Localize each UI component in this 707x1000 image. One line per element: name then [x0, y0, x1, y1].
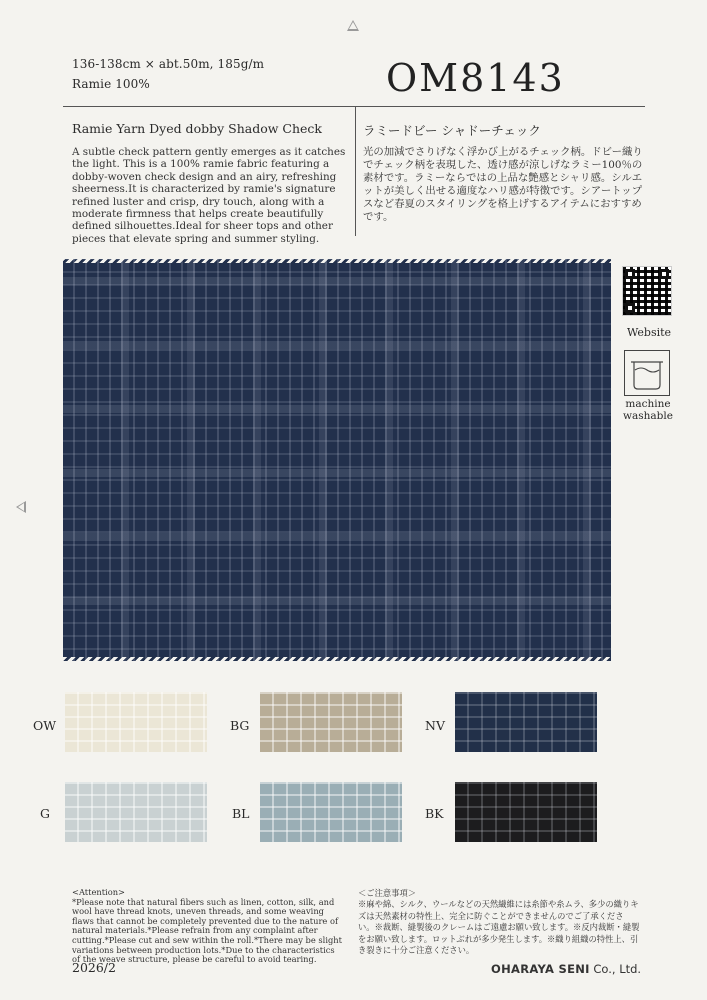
title-en: Ramie Yarn Dyed dobby Shadow Check	[72, 121, 322, 136]
column-divider	[355, 106, 356, 236]
swatch-pinked-edge-bottom	[63, 657, 611, 663]
top-registration-mark	[347, 20, 359, 31]
brand-name-suffix: Co., Ltd.	[589, 962, 642, 976]
qr-finder-icon	[625, 269, 635, 279]
color-swatch-ow	[65, 692, 207, 752]
color-code-label: BL	[232, 806, 250, 821]
color-code-label: NV	[425, 718, 445, 733]
attention-jp: ＜ご注意事項＞ ※麻や綿、シルク、ウールなどの天然繊維には糸節や糸ムラ、多少の織りキズは天然素材の特性上、完全に防ぐことができませんのでご了承ください。※裁断、縫製後のクレームはご遠慮お願い致します。※反内裁断・縫製をお願い致します。ロットぶれが多少発生します。※織り組織の特性上、引き裂きに十分ご注意ください。	[358, 888, 640, 956]
description-en: A subtle check pattern gently emerges as it catches the light. This is a 100% ramie fabric featuring a dobby-woven check design and an airy, refreshing sheerness.It is characterized by ramie's signature refined luster and crisp, dry touch, along with a moderate firmness that helps create beautifully defined silhouettes.Ideal for sheer tops and other pieces that elevate spring and summer styling.	[72, 146, 346, 245]
wash-label-line1: machine	[625, 398, 671, 410]
color-code-label: OW	[33, 718, 57, 733]
title-jp: ラミードビー シャドーチェック	[363, 123, 541, 138]
wash-label	[623, 398, 673, 422]
color-code-label: BG	[230, 718, 250, 733]
color-code-label: BK	[425, 806, 444, 821]
color-swatch-bk	[455, 782, 597, 842]
product-code: OM8143	[386, 56, 565, 100]
qr-finder-icon	[659, 269, 669, 279]
website-label: Website	[627, 326, 672, 339]
spec-composition: Ramie 100%	[72, 77, 150, 91]
attention-en: <Attention> *Please note that natural fibers such as linen, cotton, silk, and wool have thread knots, uneven threads, and some weaving flaws that cannot be completely prevented due to the nature of natural materials.*Please refrain from any complaint after cutting.*Please cut and sew within the roll.*There may be slight variations between production lots.*Due to the characteristics of the weave structure, please be careful to avoid tearing.	[72, 887, 342, 965]
color-swatch-g	[65, 782, 207, 842]
left-registration-mark	[16, 501, 26, 513]
color-swatch-nv	[455, 692, 597, 752]
spec-width-weight: 136-138cm × abt.50m, 185g/m	[72, 57, 265, 71]
main-fabric-swatch	[63, 259, 611, 661]
swatch-pinked-edge-top	[63, 257, 611, 263]
machine-washable-icon	[624, 350, 670, 396]
issue-date: 2026/2	[72, 960, 116, 975]
website-qr-code[interactable]	[622, 266, 672, 316]
color-swatch-bl	[260, 782, 402, 842]
color-code-label: G	[40, 806, 50, 821]
qr-finder-icon	[625, 303, 635, 313]
brand-name	[491, 962, 641, 976]
wash-label-line2: washable	[623, 410, 673, 422]
header-divider	[63, 106, 645, 107]
description-jp: 光の加減でさりげなく浮かび上がるチェック柄。ドビー織りでチェック柄を表現した、透け感が涼しげなラミー100％の素材です。ラミーならではの上品な艶感とシャリ感。シルエットが美しく出せる適度なハリ感が特徴です。シアートップスなど春夏のスタイリングを格上げするアイテムにおすすめです。	[363, 146, 643, 223]
brand-name-bold: OHARAYA SENI	[491, 962, 590, 976]
color-swatch-bg	[260, 692, 402, 752]
